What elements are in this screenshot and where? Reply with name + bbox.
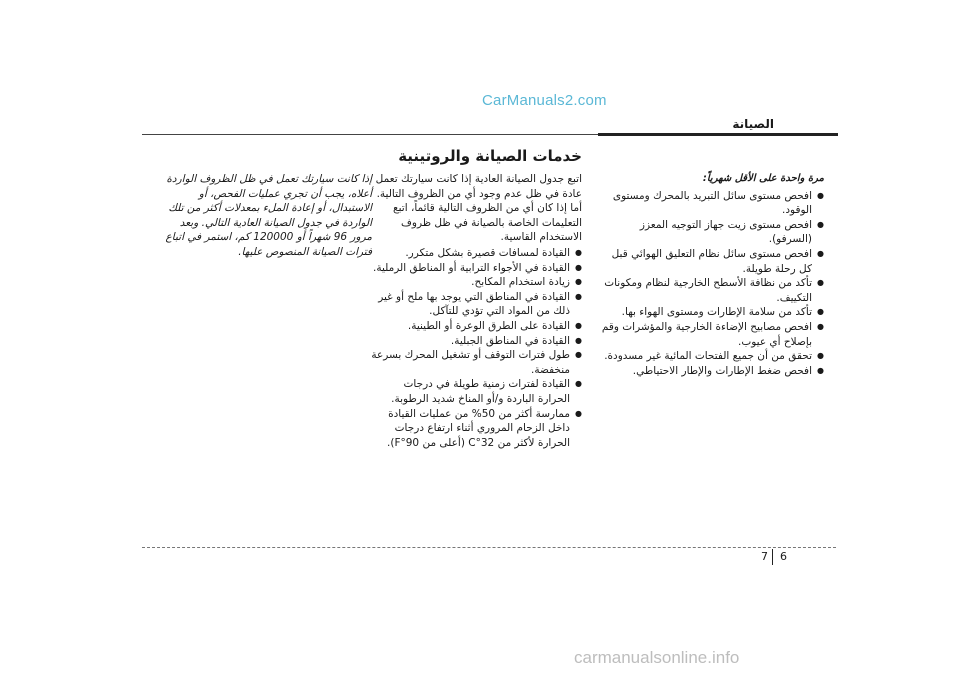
mid-column-intro: اتبع جدول الصيانة العادية إذا كانت سيارتك تعمل عادة في ظل عدم وجود أي من الظروف التالية. أما إذا كان أي من الظروف التالية قائماً، اتبع التعليمات الخاصة بالصيانة في ظل ظروف الاستخدام القاسية.: [375, 173, 582, 244]
list-item: ● تأكد من نظافة الأسطح الخارجية لنظام ومكونات التكييف.: [596, 276, 824, 305]
watermark-carmanualsonline: carmanualsonline.info: [574, 648, 740, 667]
list-item: ● القيادة لفترات زمنية طويلة في درجات الحرارة الباردة و/أو المناخ شديد الرطوبة.: [370, 377, 582, 406]
list-item: ● تحقق من أن جميع الفتحات المائية غير مسدودة.: [596, 349, 824, 364]
list-item: ● القيادة على الطرق الوعرة أو الطينية.: [370, 319, 582, 334]
list-item: ● القيادة لمسافات قصيرة بشكل متكرر.: [370, 246, 582, 261]
footer-rule: [142, 547, 836, 548]
left-column: [160, 172, 372, 261]
mid-column-list: [370, 246, 582, 450]
right-column-subheading: مرة واحدة على الأقل شهرياً:: [702, 173, 824, 184]
list-item: ● افحص مصابيح الإضاءة الخارجية والمؤشرات وقم بإصلاح أي عيوب.: [596, 320, 824, 349]
header-rule-thin: [142, 134, 598, 135]
list-item: ● افحص ضغط الإطارات والإطار الاحتياطي.: [596, 364, 824, 379]
mid-column: [370, 172, 582, 450]
list-item: ● افحص مستوى سائل نظام التعليق الهوائي قبل كل رحلة طويلة.: [596, 247, 824, 276]
watermark-carmanuals2: CarManuals2.com: [482, 92, 607, 109]
page-number-divider: [772, 549, 773, 565]
list-item: ● القيادة في المناطق التي يوجد بها ملح أو غير ذلك من المواد التي تؤدي للتآكل.: [370, 290, 582, 319]
main-title: خدمات الصيانة والروتينية: [398, 147, 582, 165]
list-item: ● القيادة في المناطق الجبلية.: [370, 334, 582, 349]
list-item: ● طول فترات التوقف أو تشغيل المحرك بسرعة منخفضة.: [370, 348, 582, 377]
page-number-left: 7: [761, 550, 768, 563]
list-item: ● زيادة استخدام المكابح.: [370, 275, 582, 290]
header-rule-thick: [598, 133, 838, 136]
list-item: ● تأكد من سلامة الإطارات ومستوى الهواء بها.: [596, 305, 824, 320]
list-item: ● ممارسة أكثر من 50% من عمليات القيادة داخل الزحام المروري أثناء ارتفاع درجات الحرارة لأكثر من 32°C (أعلى من 90°F).: [370, 407, 582, 451]
page-number-right: 6: [780, 550, 787, 563]
list-item: ● القيادة في الأجواء الترابية أو المناطق الرملية.: [370, 261, 582, 276]
list-item: ● افحص مستوى سائل التبريد بالمحرك ومستوى الوقود.: [596, 189, 824, 218]
left-column-text: إذا كانت سيارتك تعمل في ظل الظروف الواردة أعلاه، يجب أن تجري عمليات الفحص، أو الاستبدال، أو إعادة الملء بمعدلات أكثر من تلك الواردة في جدول الصيانة العادية التالي. وبعد مرور 96 شهراً أو 120000 كم، استمر في اتباع فترات الصيانة المنصوص عليها.: [165, 173, 372, 258]
right-column: [596, 172, 824, 378]
right-column-list: [596, 189, 824, 379]
list-item: ● افحص مستوى زيت جهاز التوجيه المعزز (السرفو).: [596, 218, 824, 247]
section-label: الصيانة: [732, 117, 774, 131]
